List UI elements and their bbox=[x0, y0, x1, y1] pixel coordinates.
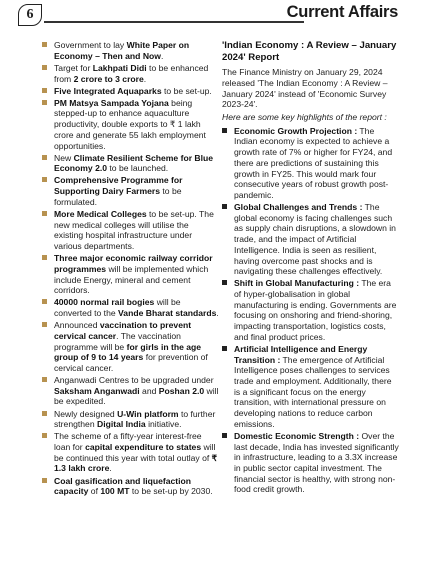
item-text: The global economy is facing challenges such as supply chain disruptions, a slowdown in trade, and the impact of Artificial Intelligence. India is seen as resilient, having overcome past shocks and is navigating these challenges effectively. bbox=[234, 202, 396, 277]
item-text: will be converted to the bbox=[54, 297, 181, 318]
page-number: 6 bbox=[18, 4, 42, 26]
right-bullet-list bbox=[222, 126, 400, 495]
item-text: will be implemented which include Energy, mineral and cement corridors. bbox=[54, 263, 209, 296]
left-column bbox=[42, 40, 220, 498]
list-item bbox=[42, 40, 220, 61]
bold-text: Poshan 2.0 bbox=[158, 385, 205, 396]
bold-text: Artificial Intelligence and Energy Transition : bbox=[234, 343, 368, 365]
bullet-square-icon bbox=[42, 211, 47, 216]
bullet-square-icon bbox=[42, 322, 47, 327]
list-item bbox=[42, 209, 220, 252]
item-text: Anganwadi Centres to be upgraded under bbox=[54, 375, 214, 385]
list-item bbox=[222, 278, 400, 342]
list-item bbox=[42, 86, 220, 97]
article-intro: Here are some key highlights of the report : bbox=[222, 112, 387, 122]
item-text: to be set-up by 2030. bbox=[129, 486, 213, 497]
bold-text: Vande Bharat standards bbox=[118, 308, 217, 318]
bold-text: White Paper on Economy – Then and Now bbox=[54, 40, 190, 61]
item-text: New bbox=[54, 152, 74, 163]
list-item bbox=[42, 409, 220, 430]
bold-text: vaccination to prevent cervical cancer bbox=[54, 320, 192, 341]
bullet-square-icon bbox=[42, 65, 47, 70]
item-text: and bbox=[139, 385, 159, 396]
bullet-square-icon bbox=[42, 88, 47, 93]
item-text: will be continued this year with total outlay of bbox=[54, 442, 216, 463]
item-text: Target for bbox=[54, 62, 93, 73]
bold-text: Coal gasification and liquefaction capacity bbox=[54, 475, 192, 497]
item-text: will be expedited. bbox=[54, 385, 219, 407]
item-text: for prevention of cervical cancer. bbox=[54, 352, 208, 373]
list-item bbox=[42, 98, 220, 152]
bullet-square-icon bbox=[42, 478, 47, 483]
item-text: . bbox=[143, 73, 147, 84]
item-text: initiative. bbox=[145, 419, 182, 430]
bullet-square-icon bbox=[42, 155, 47, 160]
bullet-square-icon bbox=[42, 100, 47, 105]
bullet-square-icon bbox=[222, 433, 227, 438]
bullet-square-icon bbox=[42, 42, 47, 47]
bold-text: Shift in Global Manufacturing : bbox=[234, 278, 360, 289]
list-item bbox=[222, 344, 400, 430]
bold-text: Comprehensive Programme for Supporting Dairy Farmers bbox=[54, 175, 183, 197]
item-text: to be set-up. The new medical colleges will utilise the existing hospital infrastructure under various departments. bbox=[54, 208, 214, 251]
right-column bbox=[222, 40, 400, 497]
section-title: Current Affairs bbox=[286, 3, 398, 21]
bullet-square-icon bbox=[42, 255, 47, 260]
list-item bbox=[42, 153, 220, 174]
bullet-square-icon bbox=[42, 377, 47, 382]
item-text: . bbox=[160, 50, 164, 61]
list-item bbox=[42, 431, 220, 474]
article-title: 'Indian Economy : A Review – January 2024' Report bbox=[222, 40, 397, 63]
list-item bbox=[42, 476, 220, 497]
list-item bbox=[222, 431, 400, 495]
item-text: to be formulated. bbox=[54, 186, 182, 207]
bold-text: Global Challenges and Trends : bbox=[234, 202, 363, 213]
bold-text: Three major economic railway corridor programmes bbox=[54, 253, 213, 274]
bullet-square-icon bbox=[222, 204, 227, 209]
bold-text: PM Matsya Sampada Yojana bbox=[54, 97, 169, 108]
bullet-square-icon bbox=[222, 280, 227, 285]
list-item bbox=[42, 63, 220, 84]
list-item bbox=[42, 375, 220, 407]
list-item bbox=[42, 253, 220, 296]
bold-text: for girls in the age group of 9 to 14 years bbox=[54, 341, 202, 363]
item-text: The scheme of a fifty-year interest-free loan for bbox=[54, 431, 202, 452]
bold-text: Five Integrated Aquaparks bbox=[54, 85, 162, 96]
bold-text: Economic Growth Projection : bbox=[234, 125, 358, 136]
bold-text: capital expenditure to states bbox=[85, 442, 202, 452]
item-text: to be set-up. bbox=[161, 85, 212, 96]
bold-text: 2 crore to 3 crore bbox=[73, 73, 144, 84]
item-text: The emergence of Artificial Intelligence poses challenges to services trade and employment. Additionally, there is a significant focus on the energy transition, with international pressure on developing nations to reduce carbon emissions. bbox=[234, 354, 392, 429]
item-text: The era of hyper-globalisation in global manufacturing is ending. Governments are focusing on onshoring and friend-shoring, impacting transportation, logistics costs, and final product prices. bbox=[234, 278, 397, 342]
bullet-square-icon bbox=[42, 299, 47, 304]
bullet-square-icon bbox=[222, 128, 227, 133]
page-header bbox=[0, 0, 432, 30]
bullet-square-icon bbox=[222, 346, 227, 351]
list-item bbox=[42, 320, 220, 374]
bold-text: U-Win platform bbox=[117, 408, 179, 419]
item-text: Newly designed bbox=[54, 408, 118, 419]
bold-text: 100 MT bbox=[100, 486, 130, 497]
list-item bbox=[222, 126, 400, 201]
bullet-square-icon bbox=[42, 433, 47, 438]
header-rule bbox=[44, 21, 304, 23]
bold-text: Digital India bbox=[97, 419, 146, 430]
list-item bbox=[42, 297, 220, 318]
item-text: of bbox=[88, 486, 101, 497]
item-text: The Indian economy is expected to achieve a growth rate of 7% or higher for FY24, and there are predictions of sustaining this growth in FY25. This would mark four consecutive years of robust growth post-pandemic. bbox=[234, 125, 393, 200]
article-body: The Finance Ministry on January 29, 2024 released 'The Indian Economy : A Review – January 2024' instead of 'Economic Survey 2023-24'. bbox=[222, 67, 388, 110]
bullet-square-icon bbox=[42, 411, 47, 416]
bold-text: ₹ 1.3 lakh crore bbox=[54, 452, 218, 474]
bold-text: Domestic Economic Strength : bbox=[234, 430, 360, 441]
item-text: to be launched. bbox=[107, 163, 169, 174]
item-text: Government to lay bbox=[54, 40, 127, 50]
list-item bbox=[222, 202, 400, 277]
item-text: to be enhanced from bbox=[54, 62, 209, 84]
item-text: Over the last decade, India has invested significantly in infrastructure, leading to a 3.3X increase in public sector capital investment. The financial sector is healthy, with strong non-food credit growth. bbox=[234, 430, 399, 495]
item-text: Announced bbox=[54, 320, 100, 331]
bold-text: 40000 normal rail bogies bbox=[54, 297, 155, 308]
item-text: . The vaccination programme will be bbox=[54, 330, 181, 352]
bullet-square-icon bbox=[42, 177, 47, 182]
bold-text: Lakhpati Didi bbox=[92, 62, 147, 73]
item-text: being stepped-up to enhance aquaculture productivity, double exports to ₹ 1 lakh crore and generate 55 lakh employment opportunities. bbox=[54, 97, 206, 151]
bold-text: Saksham Anganwadi bbox=[54, 385, 140, 396]
bold-text: Climate Resilient Scheme for Blue Economy 2.0 bbox=[54, 152, 214, 174]
item-text: . bbox=[109, 463, 112, 474]
item-text: . bbox=[216, 308, 219, 318]
bold-text: More Medical Colleges bbox=[54, 208, 147, 219]
list-item bbox=[42, 175, 220, 207]
item-text: to further strengthen bbox=[54, 408, 216, 430]
left-bullet-list bbox=[42, 40, 220, 497]
